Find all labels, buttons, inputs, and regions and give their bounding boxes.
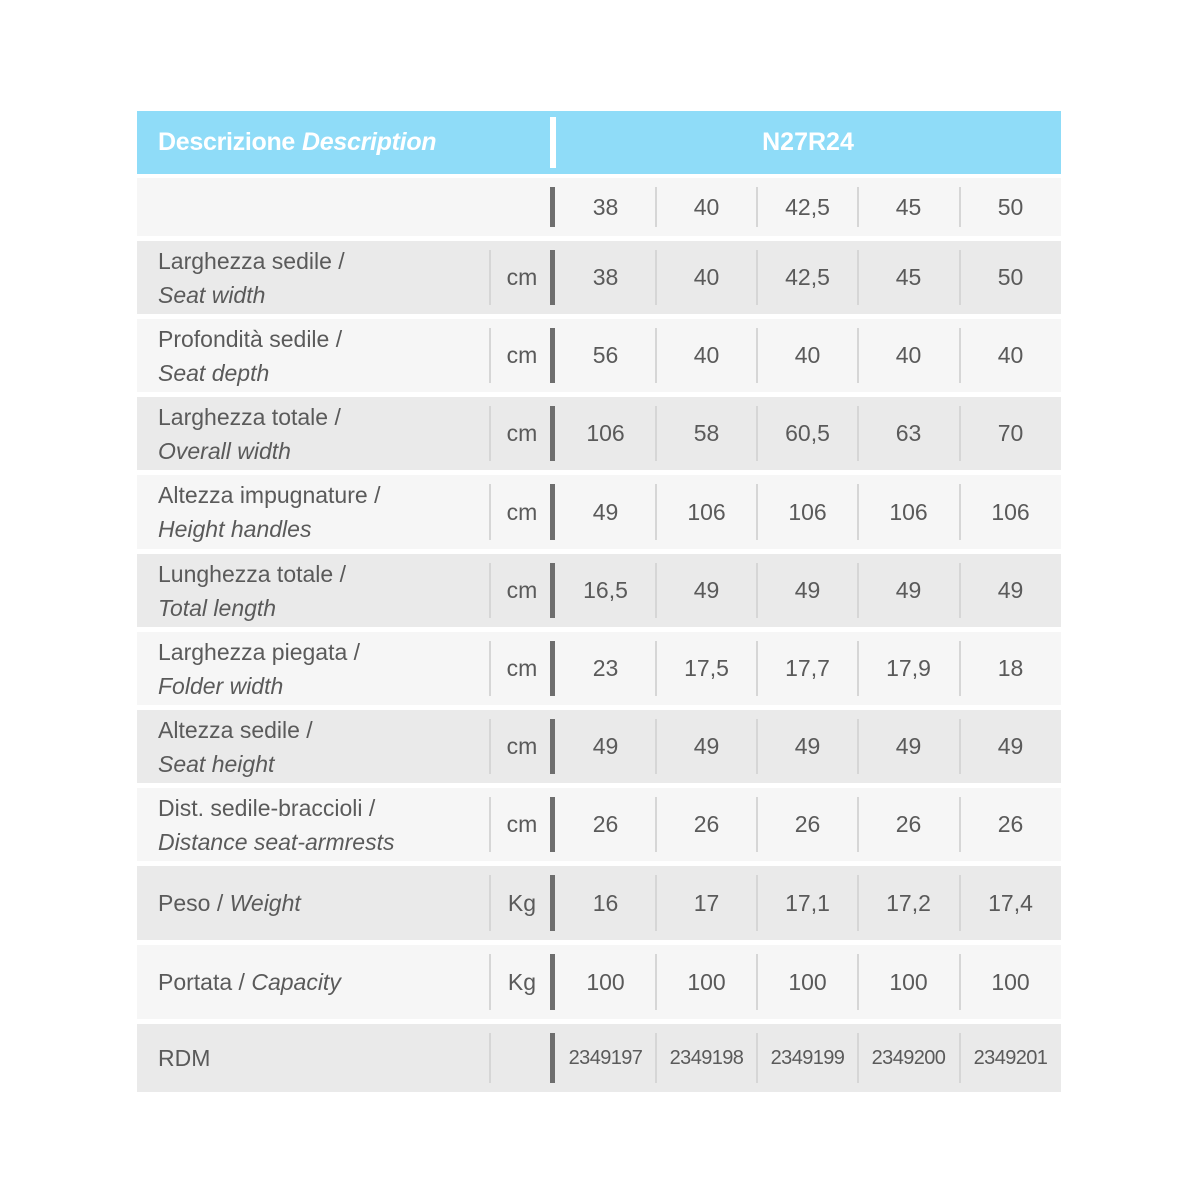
table-header bbox=[137, 111, 1061, 174]
row-label-en: Overall width bbox=[158, 437, 291, 464]
value-cell: 38 bbox=[592, 264, 619, 290]
value-cell: 100 bbox=[889, 968, 928, 995]
row-label-it: Larghezza totale / bbox=[158, 403, 341, 430]
column-divider bbox=[489, 1033, 491, 1083]
value-cell: 106 bbox=[889, 498, 928, 525]
header-description-it: Descrizione bbox=[158, 128, 296, 156]
row-unit: Kg bbox=[507, 968, 537, 995]
size-cell: 45 bbox=[895, 193, 922, 220]
table-row bbox=[137, 241, 1061, 314]
row-unit: cm bbox=[506, 498, 538, 525]
rdm-label: RDM bbox=[158, 1045, 211, 1071]
value-cell: 26 bbox=[997, 811, 1024, 837]
row-label-en: Weight bbox=[229, 890, 301, 916]
value-cell: 49 bbox=[592, 733, 619, 759]
value-cell: 100 bbox=[991, 968, 1030, 995]
sizes-row bbox=[137, 178, 1061, 236]
row-label-en: Seat height bbox=[158, 750, 275, 777]
value-cell: 49 bbox=[693, 733, 720, 759]
row-label-en: Seat depth bbox=[158, 359, 270, 386]
row-label-it: Peso / bbox=[158, 890, 224, 916]
row-label bbox=[158, 397, 488, 470]
value-cell: 26 bbox=[693, 811, 720, 837]
row-label-it: Altezza sedile / bbox=[158, 716, 313, 743]
value-cell: 60,5 bbox=[785, 420, 830, 446]
row-label-it: Altezza impugnature / bbox=[158, 482, 381, 508]
value-cell: 42,5 bbox=[785, 264, 830, 290]
value-cell: 17 bbox=[693, 889, 720, 916]
value-cell: 40 bbox=[693, 264, 720, 290]
row-unit: cm bbox=[506, 655, 538, 681]
table-row bbox=[137, 945, 1061, 1019]
rdm-code: 2349201 bbox=[973, 1046, 1048, 1069]
row-unit: Kg bbox=[507, 889, 537, 916]
row-label bbox=[158, 866, 488, 940]
table-row bbox=[137, 788, 1061, 861]
size-cell: 50 bbox=[997, 193, 1024, 220]
row-unit: cm bbox=[506, 264, 538, 290]
size-cell: 40 bbox=[693, 193, 720, 220]
value-cell: 56 bbox=[592, 342, 619, 368]
table-row bbox=[137, 710, 1061, 783]
value-cell: 40 bbox=[693, 342, 720, 368]
value-cell: 100 bbox=[586, 968, 625, 995]
value-cell: 17,4 bbox=[988, 889, 1033, 916]
rdm-code: 2349198 bbox=[669, 1046, 744, 1069]
value-cell: 50 bbox=[997, 264, 1024, 290]
row-label-en: Total length bbox=[158, 594, 277, 621]
value-cell: 17,1 bbox=[785, 889, 830, 916]
rdm-code: 2349199 bbox=[770, 1046, 845, 1069]
value-cell: 17,2 bbox=[886, 889, 931, 916]
row-label bbox=[158, 554, 488, 627]
row-label-it: Profondità sedile / bbox=[158, 325, 343, 352]
value-cell: 49 bbox=[895, 577, 922, 603]
row-unit: cm bbox=[506, 342, 538, 368]
row-unit: cm bbox=[506, 420, 538, 446]
value-cell: 16,5 bbox=[583, 577, 628, 603]
size-cell: 42,5 bbox=[785, 193, 830, 220]
header-description bbox=[158, 111, 436, 174]
value-cell: 18 bbox=[997, 655, 1024, 681]
value-cell: 49 bbox=[997, 733, 1024, 759]
table-row bbox=[137, 475, 1061, 549]
value-cell: 17,5 bbox=[684, 655, 729, 681]
row-label-en: Distance seat-armrests bbox=[158, 828, 395, 855]
value-cell: 26 bbox=[592, 811, 619, 837]
value-cell: 100 bbox=[687, 968, 726, 995]
row-label-en: Height handles bbox=[158, 516, 312, 542]
row-label-en: Folder width bbox=[158, 672, 284, 699]
row-label-en: Capacity bbox=[251, 969, 341, 995]
value-cell: 106 bbox=[788, 498, 827, 525]
row-label bbox=[158, 475, 488, 549]
value-cell: 49 bbox=[794, 577, 821, 603]
row-unit: cm bbox=[506, 811, 538, 837]
row-label-en: Seat width bbox=[158, 281, 266, 308]
row-unit: cm bbox=[506, 733, 538, 759]
value-cell: 40 bbox=[794, 342, 821, 368]
value-cell: 63 bbox=[895, 420, 922, 446]
value-cell: 45 bbox=[895, 264, 922, 290]
row-label-it: Larghezza sedile / bbox=[158, 247, 345, 274]
row-label bbox=[158, 945, 488, 1019]
value-cell: 17,9 bbox=[886, 655, 931, 681]
row-label-it: Lunghezza totale / bbox=[158, 560, 346, 587]
header-model: N27R24 bbox=[762, 128, 854, 156]
row-label-it: Larghezza piegata / bbox=[158, 638, 361, 665]
table-row bbox=[137, 554, 1061, 627]
value-cell: 26 bbox=[794, 811, 821, 837]
size-cell: 38 bbox=[592, 193, 619, 220]
value-cell: 49 bbox=[997, 577, 1024, 603]
value-cell: 106 bbox=[991, 498, 1030, 525]
row-label-it: Dist. sedile-braccioli / bbox=[158, 794, 376, 821]
value-cell: 49 bbox=[592, 498, 619, 525]
row-unit: cm bbox=[506, 577, 538, 603]
value-cell: 40 bbox=[997, 342, 1024, 368]
value-cell: 106 bbox=[687, 498, 726, 525]
row-label-it: Portata / bbox=[158, 969, 245, 995]
rdm-code: 2349200 bbox=[871, 1046, 946, 1069]
value-cell: 26 bbox=[895, 811, 922, 837]
table-row bbox=[137, 397, 1061, 470]
value-cell: 106 bbox=[586, 420, 625, 446]
value-cell: 16 bbox=[592, 889, 619, 916]
row-label bbox=[158, 319, 488, 392]
value-cell: 70 bbox=[997, 420, 1024, 446]
value-cell: 49 bbox=[693, 577, 720, 603]
value-cell: 17,7 bbox=[785, 655, 830, 681]
row-label bbox=[158, 241, 488, 314]
value-cell: 49 bbox=[794, 733, 821, 759]
value-cell: 23 bbox=[592, 655, 619, 681]
table-row bbox=[137, 632, 1061, 705]
value-cell: 100 bbox=[788, 968, 827, 995]
table-row bbox=[137, 319, 1061, 392]
rdm-code: 2349197 bbox=[568, 1046, 643, 1069]
row-label bbox=[158, 710, 488, 783]
header-description-en: Description bbox=[302, 128, 437, 156]
spec-table bbox=[137, 111, 1061, 1097]
row-label bbox=[158, 632, 488, 705]
rdm-row bbox=[137, 1024, 1061, 1092]
value-cell: 49 bbox=[895, 733, 922, 759]
value-cell: 58 bbox=[693, 420, 720, 446]
row-label bbox=[158, 788, 488, 861]
value-cell: 40 bbox=[895, 342, 922, 368]
table-row bbox=[137, 866, 1061, 940]
